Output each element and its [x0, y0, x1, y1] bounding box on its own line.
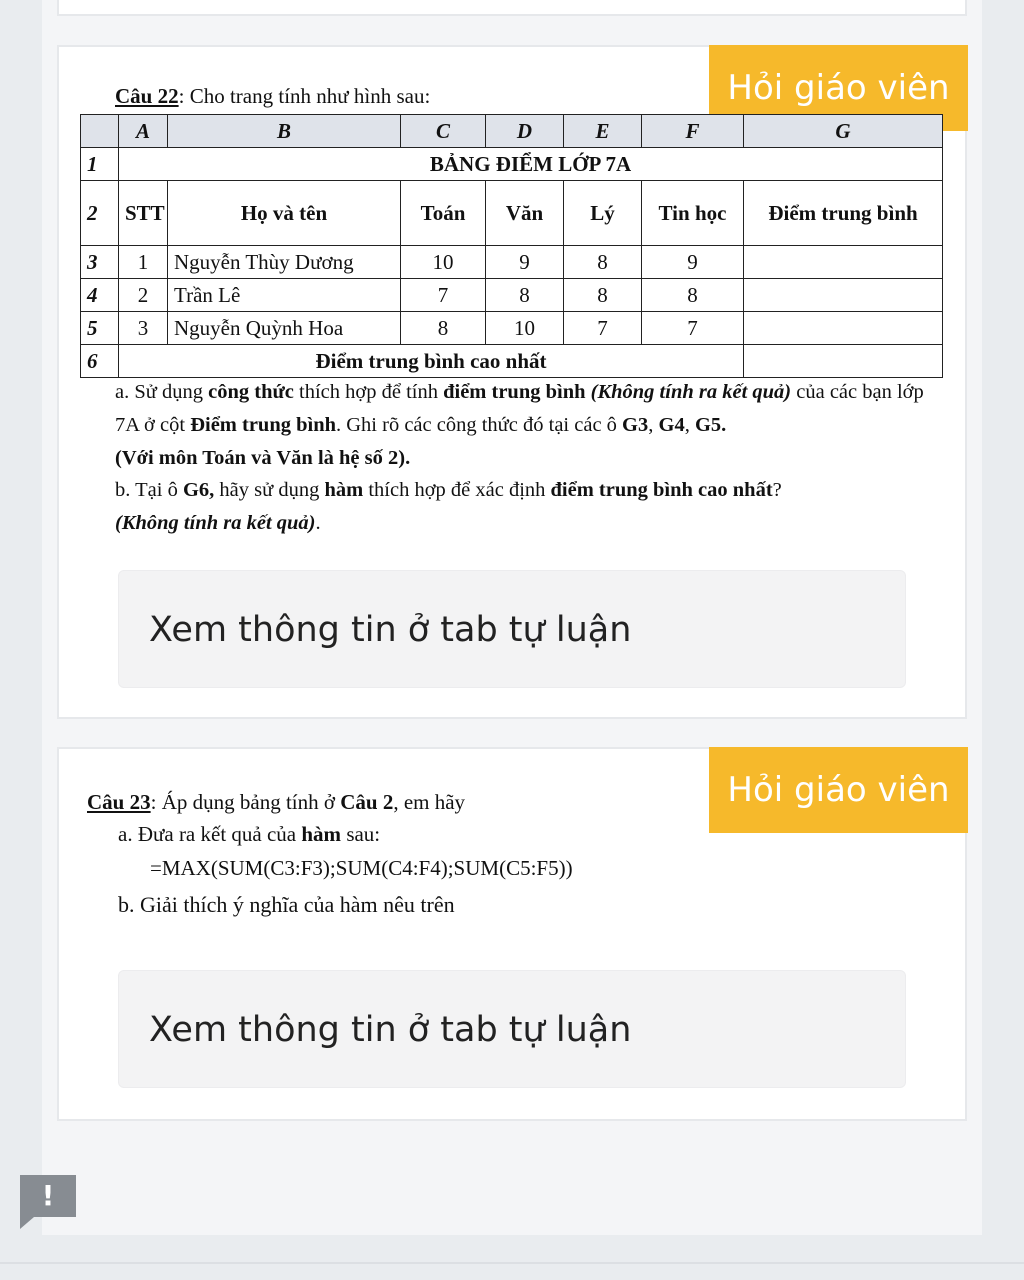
q23-part-b: b. Giải thích ý nghĩa của hàm nêu trên	[118, 892, 455, 917]
q23-part-a: a. Đưa ra kết quả của hàm sau:	[118, 822, 381, 846]
ask-teacher-button-q22[interactable]: Hỏi giáo viên	[709, 45, 968, 131]
sheet-footer-row: 6 Điểm trung bình cao nhất	[81, 345, 943, 378]
spreadsheet-image	[80, 114, 943, 378]
q22-intro: Cho trang tính như hình sau:	[189, 84, 431, 108]
q23-title: Câu 23: Áp dụng bảng tính ở Câu 2, em hãy	[87, 790, 466, 814]
column-header-row: A B C D E F G	[81, 115, 943, 148]
q22-part-a: a. Sử dụng công thức thích hợp để tính điểm trung bình (Không tính ra kết quả) của các bạn lớp 7A ở cột Điểm trung bình. Ghi rõ các công thức đó tại các ô G3, G4, G5. (Với môn Toán và Văn là hệ số 2).	[115, 381, 924, 469]
table-row: 5 3 Nguyễn Quỳnh Hoa 8 10 7 7	[81, 312, 943, 345]
table-row: 4 2 Trần Lê 7 8 8 8	[81, 279, 943, 312]
q22-label: Câu 22	[115, 84, 179, 108]
sheet-header-row: 2 STT Họ và tên Toán Văn Lý Tin học Điểm trung bình	[81, 181, 943, 246]
sheet-footer: Điểm trung bình cao nhất	[119, 345, 744, 378]
table-row: 3 1 Nguyễn Thùy Dương 10 9 8 9	[81, 246, 943, 279]
bottom-divider	[0, 1262, 1024, 1264]
view-essay-tab-button-q22[interactable]: Xem thông tin ở tab tự luận	[118, 570, 906, 688]
sheet-title: BẢNG ĐIỂM LỚP 7A	[119, 148, 943, 181]
q22-part-b: b. Tại ô G6, hãy sử dụng hàm thích hợp để xác định điểm trung bình cao nhất? (Không tính ra kết quả).	[115, 479, 782, 534]
sheet-title-row: 1 BẢNG ĐIỂM LỚP 7A	[81, 148, 943, 181]
ask-teacher-button-q23[interactable]: Hỏi giáo viên	[709, 747, 968, 833]
view-essay-tab-button-q23[interactable]: Xem thông tin ở tab tự luận	[118, 970, 906, 1088]
previous-question-card	[57, 0, 967, 16]
q23-label: Câu 23	[87, 790, 151, 814]
q22-title: Câu 22: Cho trang tính như hình sau:	[115, 84, 431, 108]
q23-formula: =MAX(SUM(C3:F3);SUM(C4:F4);SUM(C5:F5))	[150, 856, 573, 880]
report-button[interactable]: !	[20, 1175, 76, 1217]
